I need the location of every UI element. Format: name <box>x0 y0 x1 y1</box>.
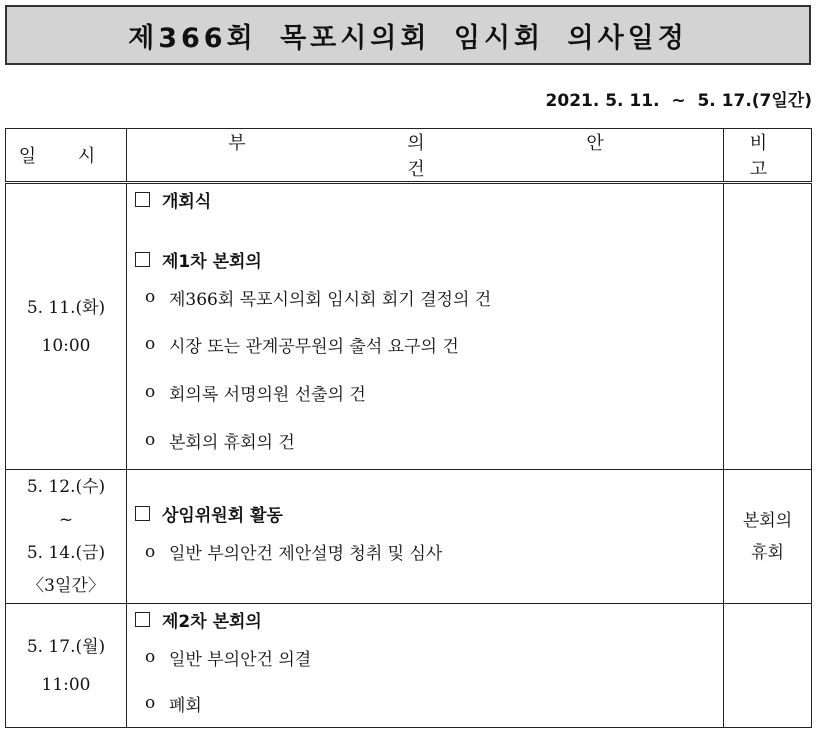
remark-cell <box>724 470 812 604</box>
date-line: 5. 12.(수) <box>26 476 106 497</box>
bullet-icon: o <box>145 430 156 450</box>
section-heading <box>127 184 723 214</box>
table-row <box>6 183 812 470</box>
date-cell <box>6 604 127 728</box>
remark-line: 본회의 <box>742 510 793 531</box>
time-line: 11:00 <box>41 674 91 695</box>
list-item <box>127 529 723 575</box>
list-item <box>127 368 723 416</box>
item-text: 시장 또는 관계공무원의 출석 요구의 건 <box>169 336 459 357</box>
time-line: 10:00 <box>41 335 91 356</box>
item-text: 제366회 목포시의회 임시회 회기 결정의 건 <box>169 289 492 310</box>
bullet-icon: o <box>145 541 156 562</box>
section-heading <box>127 244 723 274</box>
header-items: 부 의 안 건 <box>127 129 724 183</box>
item-text: 일반 부의안건 제안설명 청취 및 심사 <box>169 544 443 564</box>
bullet-icon: o <box>145 382 156 402</box>
remark-cell <box>724 604 812 728</box>
list-item <box>127 634 723 680</box>
list-item <box>127 274 723 320</box>
section-heading <box>127 499 723 529</box>
checkbox-square-icon <box>135 612 150 627</box>
date-line: 5. 14.(금) <box>26 542 106 563</box>
bullet-icon: o <box>145 693 156 713</box>
duration-line: 〈3일간〉 <box>27 575 105 596</box>
section-title: 제1차 본회의 <box>162 251 262 272</box>
list-item <box>127 680 723 726</box>
item-text: 일반 부의안건 의결 <box>169 649 312 670</box>
date-cell <box>6 183 127 470</box>
item-text: 폐회 <box>169 695 202 716</box>
list-item <box>127 416 723 464</box>
date-cell <box>6 470 127 604</box>
items-cell <box>127 183 724 470</box>
items-cell <box>127 604 724 728</box>
bullet-icon: o <box>145 334 156 354</box>
table-header-row <box>6 129 812 183</box>
checkbox-square-icon <box>135 192 150 207</box>
item-text: 회의록 서명의원 선출의 건 <box>169 384 366 405</box>
checkbox-square-icon <box>135 252 150 267</box>
date-line: 5. 11.(화) <box>26 297 106 318</box>
bullet-icon: o <box>145 287 156 307</box>
date-separator: ~ <box>58 509 74 530</box>
agenda-table <box>5 128 812 728</box>
checkbox-square-icon <box>135 506 150 521</box>
session-period: 2021. 5. 11. ~ 5. 17.(7일간) <box>545 91 812 111</box>
section-title: 상임위원회 활동 <box>162 506 283 526</box>
table-row <box>6 604 812 728</box>
section-heading <box>127 604 723 634</box>
list-item <box>127 320 723 368</box>
document-title: 제366회 목포시의회 임시회 의사일정 <box>128 22 688 54</box>
remark-line: 휴회 <box>751 542 784 563</box>
bullet-icon: o <box>145 647 156 667</box>
remark-cell <box>724 183 812 470</box>
date-line: 5. 17.(월) <box>26 636 106 657</box>
header-remark: 비 고 <box>724 129 812 183</box>
section-title: 개회식 <box>162 191 212 212</box>
section-title: 제2차 본회의 <box>162 611 262 632</box>
table-row <box>6 470 812 604</box>
items-cell <box>127 470 724 604</box>
title-box <box>5 5 811 65</box>
item-text: 본회의 휴회의 건 <box>169 432 295 453</box>
header-date: 일 시 <box>6 129 127 183</box>
